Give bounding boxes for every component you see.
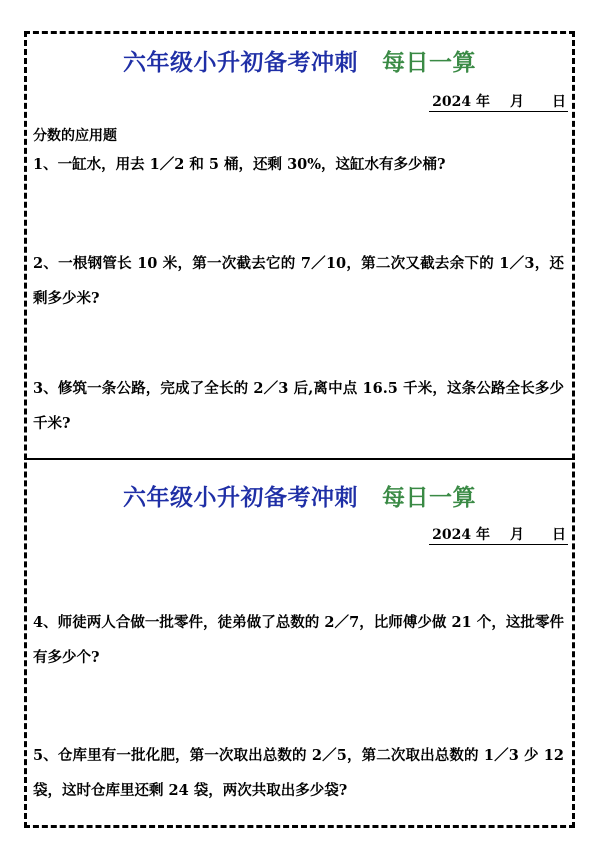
date-day: 日 xyxy=(552,94,566,110)
worksheet-section-2 xyxy=(27,460,572,828)
worksheet-title xyxy=(27,479,572,512)
worksheet-frame xyxy=(24,31,575,828)
title-main: 六年级小升初备考冲刺 xyxy=(123,49,358,76)
question-3: 3、修筑一条公路，完成了全长的 2／3 后,离中点 16.5 千米，这条公路全长多少千米? xyxy=(33,380,564,432)
worksheet-title xyxy=(27,44,572,77)
date-line xyxy=(429,93,568,112)
title-main: 六年级小升初备考冲刺 xyxy=(123,484,358,511)
question-4: 4、师徒两人合做一批零件，徒弟做了总数的 2／7，比师傅少做 21 个，这批零件有多少个? xyxy=(33,614,564,666)
date-day: 日 xyxy=(552,527,566,543)
date-year: 2024 年 xyxy=(432,94,490,110)
question-2: 2、一根钢管长 10 米，第一次截去它的 7／10，第二次又截去余下的 1／3，还剩多少米? xyxy=(33,255,564,307)
worksheet-section-1 xyxy=(27,34,572,460)
question-1: 1、一缸水，用去 1／2 和 5 桶，还剩 30%，这缸水有多少桶? xyxy=(33,156,446,173)
question-5: 5、仓库里有一批化肥，第一次取出总数的 2／5，第二次取出总数的 1／3 少 12 袋，这时仓库里还剩 24 袋，两次共取出多少袋? xyxy=(33,747,564,799)
date-month: 月 xyxy=(510,94,524,110)
title-sub: 每日一算 xyxy=(382,484,476,511)
date-year: 2024 年 xyxy=(432,527,490,543)
date-month: 月 xyxy=(510,527,524,543)
title-sub: 每日一算 xyxy=(382,49,476,76)
section-heading: 分数的应用题 xyxy=(33,128,117,144)
date-line xyxy=(429,526,568,545)
